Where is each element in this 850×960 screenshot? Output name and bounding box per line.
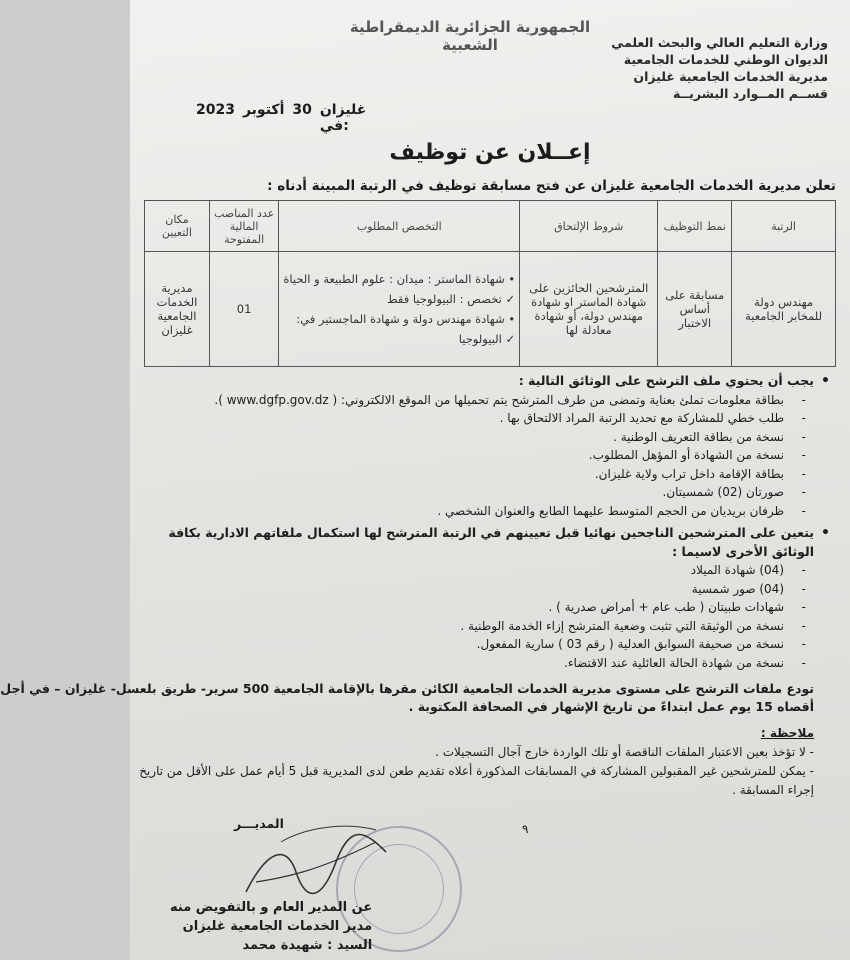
list-item: - (04) صور شمسية	[154, 580, 784, 599]
date-month: أكتوبر	[242, 102, 285, 118]
list-item: - شهادات طبيتان ( طب عام + أمراض صدرية ) .	[154, 598, 784, 617]
deposit-line: تودع ملفات الترشح على مستوى مديرية الخدمات الجامعية الكائن مقرها بالإقامة الجامعية 500 سرير- طريق بلعسل- غليزان – في أجل	[0, 681, 814, 696]
list-item: - بطاقة معلومات تملئ بعناية وتمضى من طرف المترشح يتم تحميلها من الموقع الالكتروني: ( www.dgfp.gov.dz ).	[154, 391, 784, 410]
delegation-signature-block	[170, 898, 372, 955]
page-title: إعــلان عن توظيف	[389, 140, 591, 165]
required-documents	[154, 372, 830, 520]
cell-specialty	[279, 252, 520, 367]
header-conditions: شروط الإلتحاق	[520, 201, 658, 252]
list-item: - صورتان (02) شمسيتان.	[154, 483, 784, 502]
directorate-line: مديرية الخدمات الجامعية غليزان	[633, 69, 828, 84]
bullet-icon: •	[821, 373, 830, 389]
department-line: قســم المــوارد البشريــة	[673, 86, 828, 101]
note-line: - لا تؤخذ بعين الاعتبار الملفات الناقصة أو تلك الواردة خارج آجال التسجيلات .	[435, 745, 814, 759]
date-label: غليزان في:	[319, 102, 367, 134]
specialty-list	[283, 269, 515, 349]
date-line	[196, 102, 367, 134]
positions-table	[144, 200, 836, 367]
delegation-line: مدير الخدمات الجامعية غليزان	[182, 919, 373, 934]
specialty-line: ✓ البيولوجيا	[458, 332, 516, 346]
note-line: إجراء المسابقة .	[732, 783, 814, 797]
table-row	[145, 252, 836, 367]
cell-mode: مسابقة على أساس الاختبار	[658, 252, 732, 367]
list-item: - (04) شهادة الميلاد	[154, 561, 784, 580]
cell-place: مديرية الخدمات الجامعية غليزان	[145, 252, 210, 367]
note-line: - يمكن للمترشحين غير المقبولين المشاركة في المسابقات المذكورة أعلاه تقديم طعن لدى المديرية قبل 5 أيام عمل على الأقل من تاريخ	[139, 764, 814, 778]
header-specialty: التخصص المطلوب	[279, 201, 520, 252]
specialty-line: • شهادة الماستر : ميدان : علوم الطبيعة و الحياة	[283, 272, 516, 286]
header-mode: نمط التوظيف	[658, 201, 732, 252]
ministry-header	[568, 34, 828, 102]
final-documents	[154, 524, 830, 672]
list-item: - نسخة من بطاقة التعريف الوطنية .	[154, 428, 784, 447]
date-day: 30	[292, 102, 312, 118]
delegation-line: عن المدير العام و بالتفويض منه	[170, 900, 373, 915]
bullet-icon: •	[821, 525, 830, 541]
notes-heading: ملاحظة :	[760, 726, 814, 740]
cell-posts: 01	[209, 252, 278, 367]
list-item: - نسخة من شهادة الحالة العائلية عند الاقتضاء.	[154, 654, 784, 673]
final-documents-heading: • يتعين على المترشحين الناجحين نهائيا قبل تعيينهم في الرتبة المترشح لها استكمال ملفاتهم الادارية بكافة الوثائق الأخرى لاسيما :	[168, 525, 830, 559]
page-mark: ٩	[522, 822, 529, 836]
ministry-line: وزارة التعليم العالي والبحث العلمي	[611, 35, 828, 50]
required-documents-heading: • يجب أن يحتوي ملف الترشح على الوثائق التالية :	[518, 373, 830, 389]
table-header-row	[145, 201, 836, 252]
list-item: - ظرفان بريديان من الحجم المتوسط عليهما الطابع والعنوان الشخصي .	[154, 502, 784, 521]
republic-header: الجمهورية الجزائرية الديمقراطية الشعبية	[349, 18, 591, 54]
list-item: - نسخة من صحيفة السوابق العدلية ( رقم 03 ) سارية المفعول.	[154, 635, 784, 654]
list-item: - نسخة من الوثيقة التي تثبت وضعية المترشح إزاء الخدمة الوطنية .	[154, 617, 784, 636]
notes-section	[139, 724, 814, 800]
specialty-line: ✓ تخصص : البيولوجيا فقط	[387, 292, 516, 306]
director-label: المديـــر	[234, 816, 284, 831]
cell-rank: مهندس دولة للمخابر الجامعية	[732, 252, 836, 367]
header-posts: عدد المناصب المالية المفتوحة	[209, 201, 278, 252]
deposit-line: أقصاه 15 يوم عمل ابتداءً من تاريخ الإشهار في الصحافة المكتوبة .	[408, 699, 814, 714]
delegation-line: السيد : شهيدة محمد	[242, 938, 373, 953]
office-line: الديوان الوطني للخدمات الجامعية	[623, 52, 828, 67]
list-item: - بطاقة الإقامة داخل تراب ولاية غليزان.	[154, 465, 784, 484]
intro-text: تعلن مديرية الخدمات الجامعية غليزان عن فتح مسابقة توظيف في الرتبة المبينة أدناه :	[267, 178, 836, 194]
cell-conditions: المترشحين الحائزين على شهادة الماستر او شهادة مهندس دولة، أو شهادة معادلة لها	[520, 252, 658, 367]
header-place: مكان التعيين	[145, 201, 210, 252]
deposit-notice	[0, 680, 814, 716]
list-item: - نسخة من الشهادة أو المؤهل المطلوب.	[154, 446, 784, 465]
specialty-line: • شهادة مهندس دولة و شهادة الماجستير في:	[296, 312, 516, 326]
list-item: - طلب خطي للمشاركة مع تحديد الرتبة المراد الالتحاق بها .	[154, 409, 784, 428]
header-rank: الرتبة	[732, 201, 836, 252]
date-year: 2023	[196, 102, 235, 118]
